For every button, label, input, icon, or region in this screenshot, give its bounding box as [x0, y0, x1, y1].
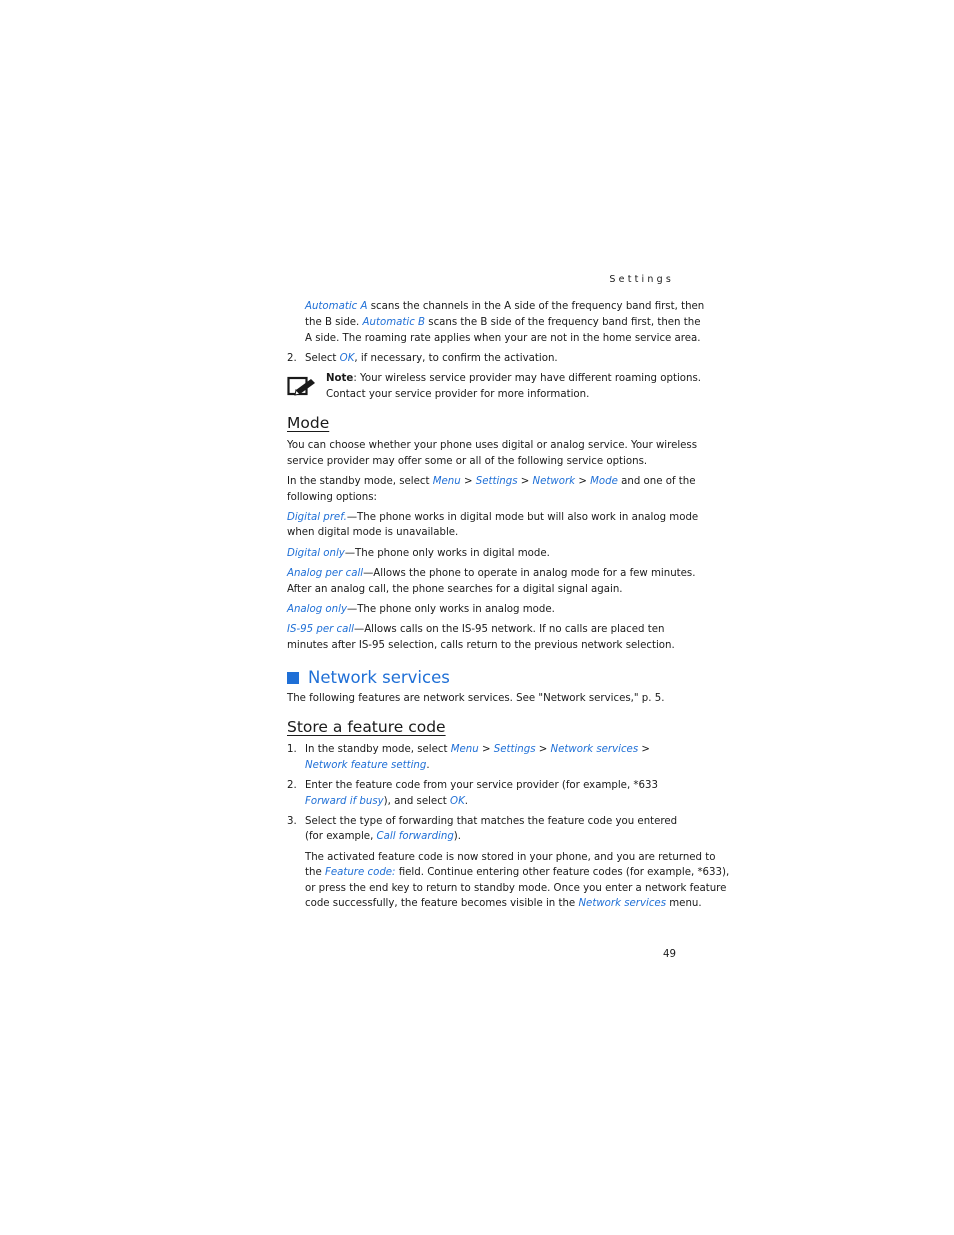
store-step-2: Enter the feature code from your service provider (for example, *633 [305, 780, 658, 791]
store-result-line-1: The activated feature code is now stored in your phone, and you are returned to [305, 852, 716, 863]
store-result-line-2: the Feature code: field. Continue entering other feature codes (for example, *633), [305, 867, 730, 878]
roaming-step-2: Select OK, if necessary, to confirm the activation. [305, 353, 558, 364]
running-head: Settings [609, 274, 674, 285]
mode-paragraph-line-1: You can choose whether your phone uses digital or analog service. Your wireless [287, 440, 698, 451]
step-number: 1. [287, 744, 297, 755]
network-link[interactable]: Network [532, 476, 576, 487]
option-analog-per-call-line-2: After an analog call, the phone searches for a digital signal again. [287, 584, 623, 595]
network-services-intro: The following features are network services. See "Network services," p. 5. [287, 693, 665, 704]
store-step-1: In the standby mode, select Menu > Settings > Network services > [305, 744, 650, 755]
digital-only-link[interactable]: Digital only [287, 548, 345, 559]
mode-paragraph-line-2: service provider may offer some or all of the following service options. [287, 456, 648, 467]
menu-link[interactable]: Menu [432, 476, 461, 487]
mode-menu-path: In the standby mode, select Menu > Settings > Network > Mode and one of the [287, 476, 696, 487]
option-analog-only: Analog only—The phone only works in analog mode. [287, 604, 555, 615]
network-services-link[interactable]: Network services [578, 898, 667, 909]
digital-pref-link[interactable]: Digital pref. [287, 512, 347, 523]
ok-link[interactable]: OK [339, 353, 355, 364]
section-square-icon [287, 672, 299, 684]
roaming-line-3: A side. The roaming rate applies when your are not in the home service area. [305, 333, 701, 344]
step-number: 3. [287, 816, 297, 827]
network-services-link[interactable]: Network services [550, 744, 639, 755]
store-step-3-line-2: (for example, Call forwarding). [305, 831, 462, 842]
analog-per-call-link[interactable]: Analog per call [287, 568, 364, 579]
page-number: 49 [663, 949, 676, 960]
analog-only-link[interactable]: Analog only [287, 604, 347, 615]
settings-link[interactable]: Settings [475, 476, 518, 487]
option-analog-per-call: Analog per call—Allows the phone to operate in analog mode for a few minutes. [287, 568, 696, 579]
mode-heading: Mode [287, 414, 330, 432]
automatic-b-link[interactable]: Automatic B [362, 317, 426, 328]
mode-menu-path-line-2: following options: [287, 492, 377, 503]
option-digital-pref-line-2: when digital mode is unavailable. [287, 527, 459, 538]
call-forwarding-link[interactable]: Call forwarding [376, 831, 454, 842]
menu-link[interactable]: Menu [450, 744, 479, 755]
note-icon [287, 375, 317, 397]
network-feature-setting-link[interactable]: Network feature setting [305, 760, 427, 771]
mode-link[interactable]: Mode [590, 476, 618, 487]
store-step-1-line-2: Network feature setting. [305, 760, 430, 771]
roaming-line-1: Automatic A scans the channels in the A side of the frequency band first, then [305, 301, 705, 312]
settings-link[interactable]: Settings [493, 744, 536, 755]
note-line-2: Contact your service provider for more information. [326, 389, 590, 400]
automatic-a-link[interactable]: Automatic A [305, 301, 368, 312]
option-is95-per-call-line-2: minutes after IS-95 selection, calls return to the previous network selection. [287, 640, 675, 651]
option-is95-per-call: IS-95 per call—Allows calls on the IS-95 network. If no calls are placed ten [287, 624, 665, 635]
store-step-2-line-2: Forward if busy), and select OK. [305, 796, 468, 807]
option-digital-pref: Digital pref.—The phone works in digital mode but will also work in analog mode [287, 512, 699, 523]
step-number: 2. [287, 353, 297, 364]
is95-per-call-link[interactable]: IS-95 per call [287, 624, 355, 635]
feature-code-link[interactable]: Feature code: [324, 867, 396, 878]
roaming-line-2: the B side. Automatic B scans the B side of the frequency band first, then the [305, 317, 701, 328]
step-number: 2. [287, 780, 297, 791]
store-result-line-4: code successfully, the feature becomes visible in the Network services menu. [305, 898, 702, 909]
network-services-heading: Network services [287, 668, 450, 687]
forward-if-busy-link[interactable]: Forward if busy [305, 796, 384, 807]
ok-link[interactable]: OK [450, 796, 465, 807]
option-digital-only: Digital only—The phone only works in digital mode. [287, 548, 550, 559]
store-result-line-3: or press the end key to return to standby mode. Once you enter a network feature [305, 883, 727, 894]
store-step-3: Select the type of forwarding that matches the feature code you entered [305, 816, 678, 827]
note-line-1: Note: Your wireless service provider may have different roaming options. [326, 373, 702, 384]
store-feature-code-heading: Store a feature code [287, 718, 446, 736]
